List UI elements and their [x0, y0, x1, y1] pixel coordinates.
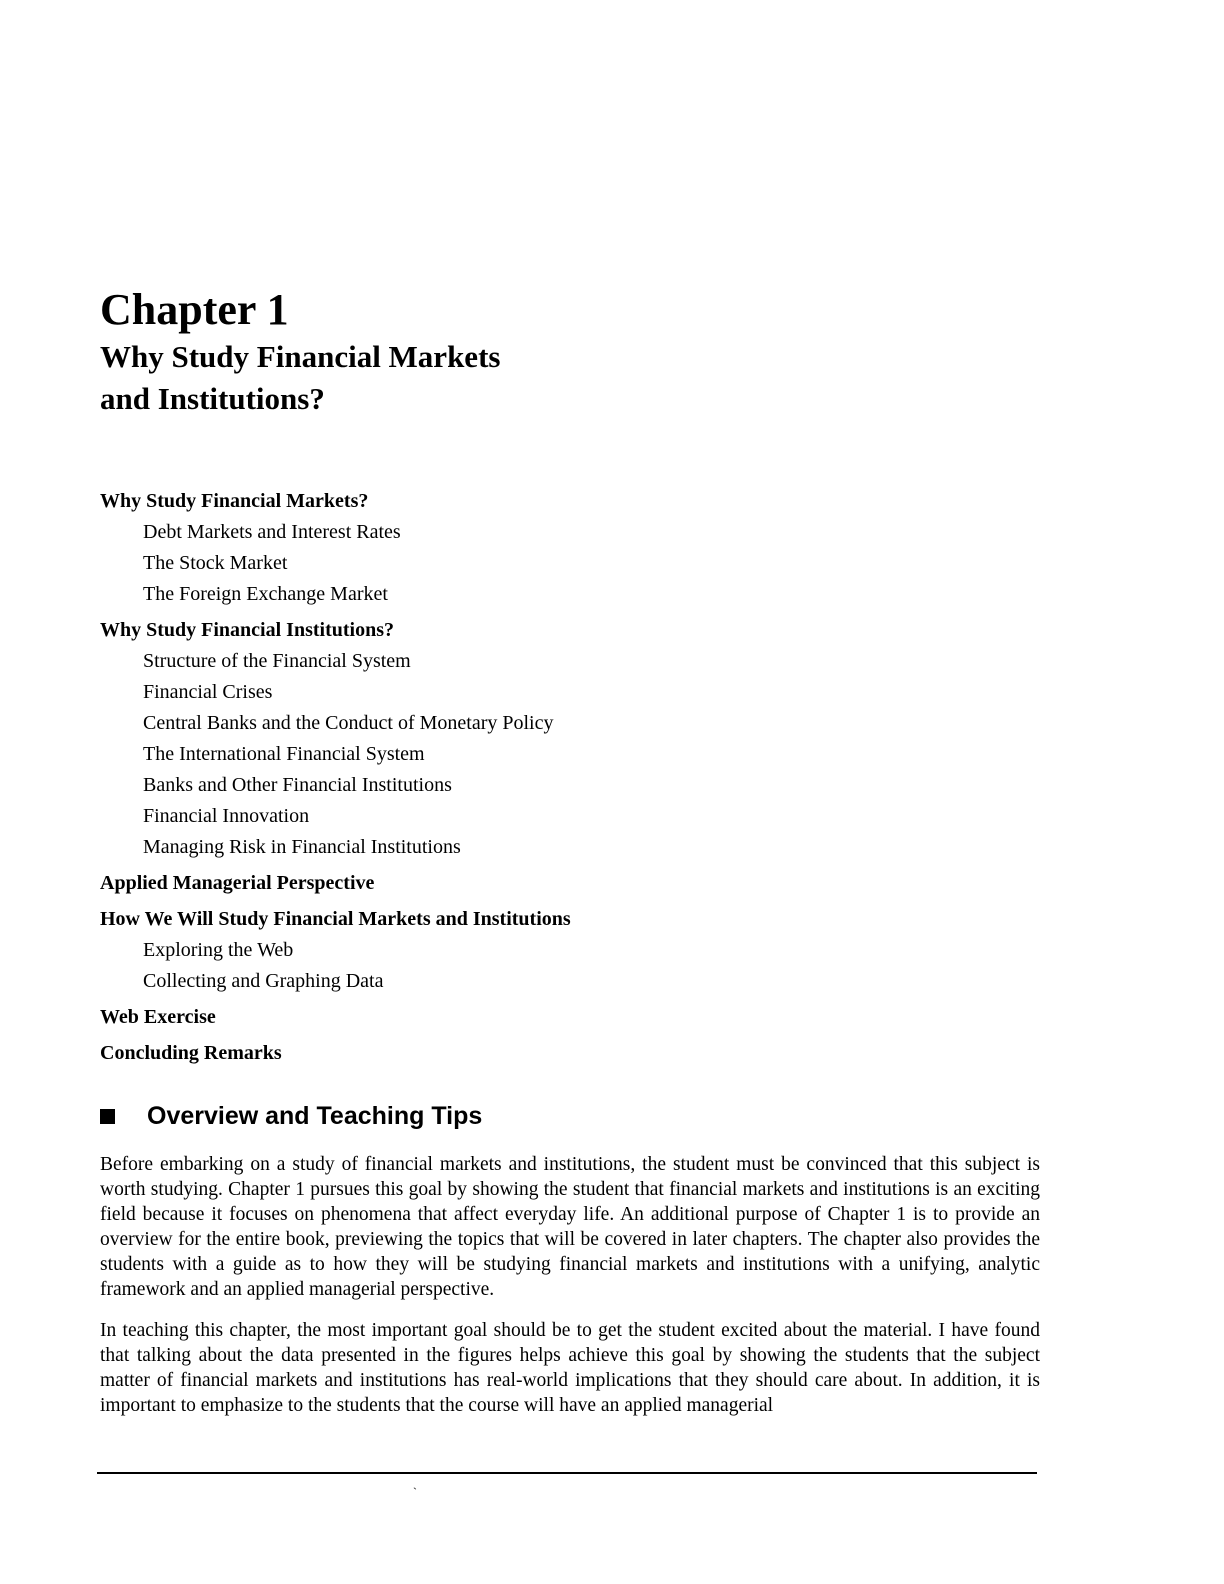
outline-item: Central Banks and the Conduct of Monetary Policy: [143, 712, 554, 734]
outline-section: [100, 868, 800, 899]
square-bullet-icon: [100, 1109, 115, 1124]
outline-heading: Applied Managerial Perspective: [100, 872, 375, 894]
outline-section: [100, 904, 800, 997]
footer-mark: `: [413, 1485, 417, 1499]
outline-item: Managing Risk in Financial Institutions: [143, 836, 461, 858]
outline-section: [100, 1002, 800, 1033]
outline-item: Exploring the Web: [143, 939, 294, 961]
outline-section: [100, 1038, 800, 1069]
chapter-title: [100, 336, 700, 420]
chapter-outline: [100, 486, 800, 1074]
overview-paragraph-1: Before embarking on a study of financial markets and institutions, the student must be convinced that this subject is worth studying. Chapter 1 pursues this goal by showing the student that financial markets and institutions is an exciting field because it focuses on phenomena that affect everyday life. An additional purpose of Chapter 1 is to provide an overview for the entire book, previewing the topics that will be covered in later chapters. The chapter also provides the students with a guide as to how they will be studying financial markets and institutions with a unifying, analytic framework and an applied managerial perspective.: [100, 1154, 1040, 1300]
chapter-number: Chapter 1: [100, 285, 289, 334]
outline-heading: How We Will Study Financial Markets and Institutions: [100, 908, 571, 930]
outline-section: [100, 615, 800, 863]
outline-item: Debt Markets and Interest Rates: [143, 521, 401, 543]
footer-divider: [97, 1472, 1037, 1474]
outline-item: The International Financial System: [143, 743, 425, 765]
outline-section: [100, 486, 800, 610]
outline-item: Financial Crises: [143, 681, 273, 703]
overview-paragraph-2: In teaching this chapter, the most important goal should be to get the student excited about the material. I have found that talking about the data presented in the figures helps achieve this goal by showing the students that the subject matter of financial markets and institutions has real-world implications that they should care about. In addition, it is important to emphasize to the students that the course will have an applied managerial: [100, 1320, 1040, 1416]
chapter-title-line-2: and Institutions?: [100, 381, 325, 416]
outline-heading: Web Exercise: [100, 1006, 216, 1028]
overview-heading: [100, 1096, 482, 1136]
outline-item: Banks and Other Financial Institutions: [143, 774, 452, 796]
outline-heading: Why Study Financial Institutions?: [100, 619, 394, 641]
outline-item: The Foreign Exchange Market: [143, 583, 388, 605]
outline-item: The Stock Market: [143, 552, 288, 574]
outline-heading: Why Study Financial Markets?: [100, 490, 369, 512]
outline-item: Collecting and Graphing Data: [143, 970, 384, 992]
outline-item: Financial Innovation: [143, 805, 310, 827]
overview-heading-label: Overview and Teaching Tips: [147, 1102, 483, 1130]
outline-heading: Concluding Remarks: [100, 1042, 282, 1064]
chapter-title-line-1: Why Study Financial Markets: [100, 339, 501, 374]
outline-item: Structure of the Financial System: [143, 650, 411, 672]
